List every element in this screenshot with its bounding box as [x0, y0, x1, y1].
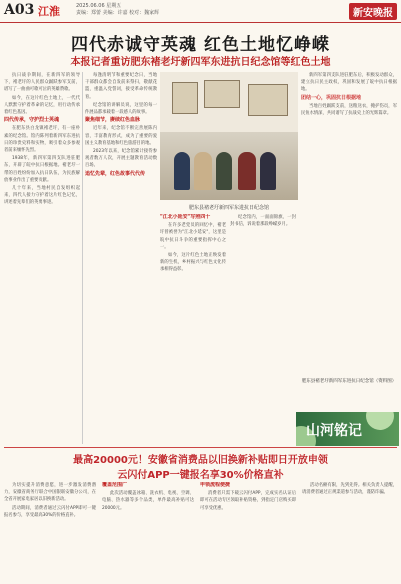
promo-banner: [296, 412, 399, 446]
story-column-1: [4, 72, 80, 444]
paragraph: 纪念馆的讲解员说，这里的每一件展品都承载着一段感人的故事。: [85, 102, 157, 116]
banner-text: 山河铭记: [306, 423, 362, 439]
second-column-1: [4, 482, 96, 582]
story-column-3b: [230, 214, 296, 444]
paragraph: 近年来，纪念馆不断完善展陈内容，丰富教育形式，成为了重要的爱国主义教育基地和红色旅游目的地。: [85, 126, 157, 146]
story-column-2: [85, 72, 157, 444]
header-editors: 责编：郑蕾 美编：许嘉 校对：魏家辉: [76, 10, 160, 16]
paragraph: 如今，在这片红色土地上，一代代人默默守护着革命的记忆，用行动传承着红色基因。: [4, 95, 80, 116]
section-heading: 团结一心，巩固抗日根据地: [301, 94, 362, 101]
paragraph: 活动期间，消费者通过云闪付APP即可一键报名参与，享受最高30%的价格直补。: [4, 505, 96, 518]
section-name: 江淮: [38, 5, 60, 18]
paragraph: 新四军第四支队进驻肥东后，积极发动群众，建立抗日民主政权，巩固和发展了皖中抗日根据地。: [301, 73, 397, 93]
story-column-3: [160, 214, 226, 444]
column-divider: [82, 72, 83, 444]
paragraph: 在许多老党员的回忆中，褚老圩曾被誉为"江北小延安"，这里是皖中抗日斗争的重要指挥中心之一。: [160, 223, 226, 250]
page-number: A03: [4, 2, 35, 18]
section-heading: 四代传承，守护烈士英魂: [4, 117, 60, 124]
paragraph: 1938年，新四军第四支队进驻肥东，开辟了皖中抗日根据地。褚老圩一带的百姓纷纷加入抗日队伍，为民族解放事业作出了重要贡献。: [4, 156, 80, 183]
second-column-2: [102, 482, 194, 582]
section-heading: 覆盖范围广: [102, 482, 128, 488]
section-heading: "江北小延安"写照四十: [160, 214, 211, 220]
paragraph: 2023年以来，纪念馆累计接待参观者数万人次，开展主题教育活动数百场。: [85, 149, 157, 169]
paragraph: 每逢清明节和重要纪念日，当地干部群众都会自发前来祭扫，敬献花篮，重温入党誓词，接受革命传统教育。: [85, 73, 157, 100]
paragraph: 消费者只需下载云闪付APP，完成实名认证后即可在活动专区领取补贴资格，到指定门店购买即可享受优惠。: [200, 491, 296, 511]
paragraph: 在肥东县白龙镇褚老圩，有一座朴素的纪念馆。馆内陈列着新四军东进抗日的珍贵史料和实物，吸引着众多参观者前来缅怀先烈。: [4, 126, 80, 154]
section-heading: 聚焦细节，赓续红色血脉: [85, 117, 141, 124]
paper-logo: 新安晚报: [349, 3, 397, 20]
second-headline-2: 云闪付APP一键报名享30%价格直补: [117, 470, 284, 481]
photo-caption: 肥东县褚老圩新四军东进抗日纪念馆: [188, 205, 269, 211]
paragraph: 如今，这片红色土地正焕发着新的生机，乡村振兴与红色文化传承相得益彰。: [160, 253, 226, 273]
paragraph: 此次活动覆盖冰箱、洗衣机、电视、空调、电脑、热水器等多个品类，单件最高补贴可达20000元。: [102, 491, 194, 511]
section-heading: 追忆先辈，红色故事代代传: [85, 170, 146, 177]
right-caption: 肥东县褚老圩新四军东进抗日纪念馆（资料图）: [301, 379, 397, 384]
paragraph: 活动名额有限，先到先得。相关负责人提醒，请消费者通过正规渠道参与活动，谨防诈骗。: [302, 483, 397, 496]
paragraph: 纪念馆内，一面面锦旗、一封封书信，诉说着那段峥嵘岁月。: [230, 215, 296, 228]
second-column-3: [200, 482, 296, 582]
second-column-4: [302, 482, 397, 582]
story-column-4: [301, 72, 397, 377]
paragraph: 当地百姓踊跃支前，送粮送衣，掩护伤员，军民鱼水情深，共同谱写了抗战史上的光辉篇章。: [301, 103, 397, 117]
header-meta: [76, 3, 159, 17]
story-divider: [4, 447, 397, 448]
main-headline: 四代赤诚守英魂 红色土地忆峥嵘: [71, 35, 330, 55]
page-header: [0, 0, 401, 23]
paragraph: 抗日战争期间，在新四军的领导下，褚老圩的人民群众踊跃参军支前，谱写了一曲曲可歌可泣的英雄赞歌。: [4, 73, 80, 93]
section-heading: 申领流程便捷: [200, 482, 231, 488]
header-date: 2025.06.06 星期五: [76, 3, 122, 9]
paragraph: 为切实提升消费意愿，进一步激发消费潜力，安徽省商务厅联合中国银联安徽分公司，在全省开展家电家居以旧换新活动。: [4, 483, 96, 503]
second-headline-1: 最高20000元！安徽省消费品以旧换新补贴即日开放申领: [73, 455, 328, 466]
story-photo: [160, 72, 298, 200]
main-subhead: 本报记者重访肥东褚老圩新四军东进抗日纪念馆等红色土地: [70, 57, 331, 68]
paragraph: 几十年来，当地村民自发组织起来，四代人接力守护着这片红色记忆，讲述着先辈们的英勇事迹。: [4, 186, 80, 206]
